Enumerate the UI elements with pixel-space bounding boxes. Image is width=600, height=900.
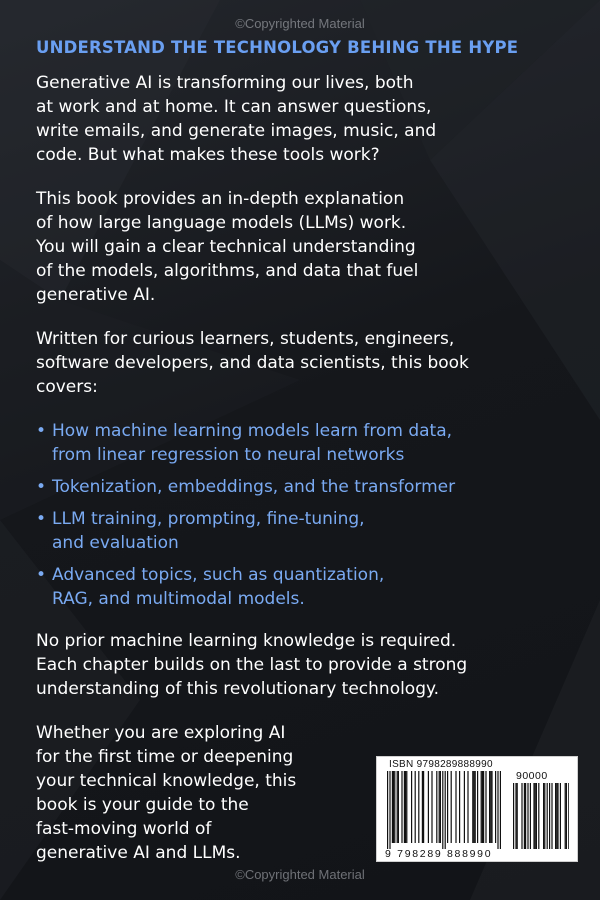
explanation-paragraph bbox=[36, 187, 576, 307]
barcode-bar bbox=[490, 771, 491, 843]
barcode-bar bbox=[477, 771, 478, 843]
text-line: RAG, and multimodal models. bbox=[52, 589, 305, 609]
barcode-bar bbox=[393, 771, 394, 843]
text-line: understanding of this revolutionary technology. bbox=[36, 679, 440, 699]
addon-bar bbox=[524, 783, 525, 849]
text-line: Generative AI is transforming our lives, both bbox=[36, 73, 414, 93]
barcode-bar bbox=[397, 771, 398, 843]
text-line: LLM training, prompting, fine-tuning, bbox=[52, 509, 365, 529]
barcode-bar bbox=[440, 771, 441, 843]
addon-bar bbox=[521, 783, 522, 849]
text-line: from linear regression to neural networks bbox=[52, 445, 405, 465]
addon-bar bbox=[536, 783, 537, 849]
bullet-marker: • bbox=[36, 477, 47, 497]
addon-bar bbox=[515, 783, 516, 849]
addon-bar bbox=[566, 783, 567, 849]
price-code: 90000 bbox=[516, 770, 548, 782]
topics-list bbox=[36, 419, 576, 611]
barcode-bar bbox=[482, 771, 483, 843]
addon-bar bbox=[535, 783, 536, 849]
addon-bar bbox=[568, 783, 569, 849]
text-line: This book provides an in-depth explanation bbox=[36, 189, 405, 209]
addon-bar bbox=[538, 783, 539, 849]
text-line: for the first time or deepening bbox=[36, 747, 294, 767]
addon-bar bbox=[513, 783, 514, 849]
barcode-bar bbox=[411, 771, 412, 843]
barcode-bar bbox=[473, 771, 474, 843]
barcode-bar bbox=[485, 771, 486, 843]
bullet-marker: • bbox=[36, 565, 47, 585]
text-line: You will gain a clear technical understanding bbox=[36, 237, 416, 257]
addon-bar bbox=[551, 783, 552, 849]
addon-bar bbox=[525, 783, 526, 849]
list-item bbox=[36, 475, 576, 499]
text-line: Advanced topics, such as quantization, bbox=[52, 565, 385, 585]
barcode-bar bbox=[404, 771, 405, 843]
addon-bar bbox=[556, 783, 557, 849]
addon-bar bbox=[560, 783, 561, 849]
barcode-bar bbox=[464, 771, 465, 843]
text-line: Tokenization, embeddings, and the transformer bbox=[52, 477, 456, 497]
text-line: Written for curious learners, students, engineers, bbox=[36, 329, 455, 349]
text-line: Each chapter builds on the last to provide a strong bbox=[36, 655, 468, 675]
list-item bbox=[36, 419, 576, 467]
text-line: of how large language models (LLMs) work. bbox=[36, 213, 407, 233]
text-line: generative AI. bbox=[36, 285, 156, 305]
copyright-watermark-top: ©Copyrighted Material bbox=[235, 16, 365, 31]
prerequisites-paragraph bbox=[36, 629, 576, 701]
barcode-bar bbox=[405, 771, 406, 843]
barcode-bar bbox=[475, 771, 476, 843]
barcode-bar bbox=[401, 771, 402, 843]
text-line: write emails, and generate images, music, and bbox=[36, 121, 437, 141]
audience-paragraph bbox=[36, 327, 576, 399]
addon-bar bbox=[557, 783, 558, 849]
barcode-bar bbox=[451, 771, 452, 843]
addon-bar bbox=[549, 783, 550, 849]
barcode-bar bbox=[442, 771, 443, 849]
barcode-bar bbox=[500, 771, 501, 849]
text-line: generative AI and LLMs. bbox=[36, 843, 241, 863]
barcode-bar bbox=[428, 771, 429, 843]
text-line: and evaluation bbox=[52, 533, 179, 553]
barcode-bar bbox=[398, 771, 399, 843]
barcode-bar bbox=[489, 771, 490, 843]
headline: UNDERSTAND THE TECHNOLOGY BEHING THE HYPE bbox=[36, 38, 519, 57]
barcode-bar bbox=[491, 771, 492, 843]
barcode-bar bbox=[467, 771, 468, 843]
text-line: of the models, algorithms, and data that fuel bbox=[36, 261, 419, 281]
text-line: How machine learning models learn from data, bbox=[52, 421, 453, 441]
copyright-watermark-bottom: ©Copyrighted Material bbox=[235, 867, 365, 882]
barcode-bar bbox=[495, 771, 496, 843]
barcode-bar bbox=[431, 771, 432, 843]
ean-digits: 9 798289 888990 bbox=[385, 848, 493, 860]
addon-bar bbox=[544, 783, 545, 849]
addon-bar bbox=[527, 783, 528, 849]
barcode-bar bbox=[481, 771, 482, 843]
barcode-bar bbox=[455, 771, 456, 843]
text-line: No prior machine learning knowledge is required. bbox=[36, 631, 457, 651]
bullet-marker: • bbox=[36, 509, 47, 529]
barcode-bar bbox=[459, 771, 460, 843]
text-line: covers: bbox=[36, 377, 98, 397]
barcode-bar bbox=[497, 771, 498, 849]
isbn-label: ISBN 9798289888990 bbox=[389, 759, 493, 770]
ean13-bars bbox=[387, 771, 511, 851]
list-item bbox=[36, 563, 576, 611]
barcode-bar bbox=[483, 771, 484, 843]
barcode-bar bbox=[389, 771, 390, 849]
text-line: Whether you are exploring AI bbox=[36, 723, 286, 743]
list-item bbox=[36, 507, 576, 555]
text-line: software developers, and data scientists, this book bbox=[36, 353, 469, 373]
barcode-bar bbox=[422, 771, 423, 843]
text-line: at work and at home. It can answer questions, bbox=[36, 97, 432, 117]
barcode-bar bbox=[418, 771, 419, 843]
barcode-bar bbox=[415, 771, 416, 843]
closing-paragraph bbox=[36, 721, 366, 865]
barcode-bar bbox=[392, 771, 393, 843]
addon-bar bbox=[565, 783, 566, 849]
text-line: code. But what makes these tools work? bbox=[36, 145, 380, 165]
barcode-bar bbox=[439, 771, 440, 843]
isbn-barcode bbox=[376, 756, 578, 862]
barcode-bar bbox=[394, 771, 395, 843]
addon-bar bbox=[530, 783, 531, 849]
text-line: your technical knowledge, this bbox=[36, 771, 297, 791]
text-line: fast-moving world of bbox=[36, 819, 212, 839]
addon-bar bbox=[543, 783, 544, 849]
barcode-bar bbox=[423, 771, 424, 843]
addon-bars bbox=[513, 783, 569, 851]
addon-bar bbox=[533, 783, 534, 849]
barcode-bar bbox=[406, 771, 407, 843]
intro-paragraph bbox=[36, 71, 576, 167]
barcode-bar bbox=[445, 771, 446, 849]
barcode-bar bbox=[387, 771, 388, 849]
text-line: book is your guide to the bbox=[36, 795, 249, 815]
bullet-marker: • bbox=[36, 421, 47, 441]
barcode-bar bbox=[472, 771, 473, 843]
addon-bar bbox=[547, 783, 548, 849]
barcode-bar bbox=[447, 771, 448, 843]
barcode-bar bbox=[436, 771, 437, 843]
addon-bar bbox=[517, 783, 518, 849]
addon-bar bbox=[555, 783, 556, 849]
